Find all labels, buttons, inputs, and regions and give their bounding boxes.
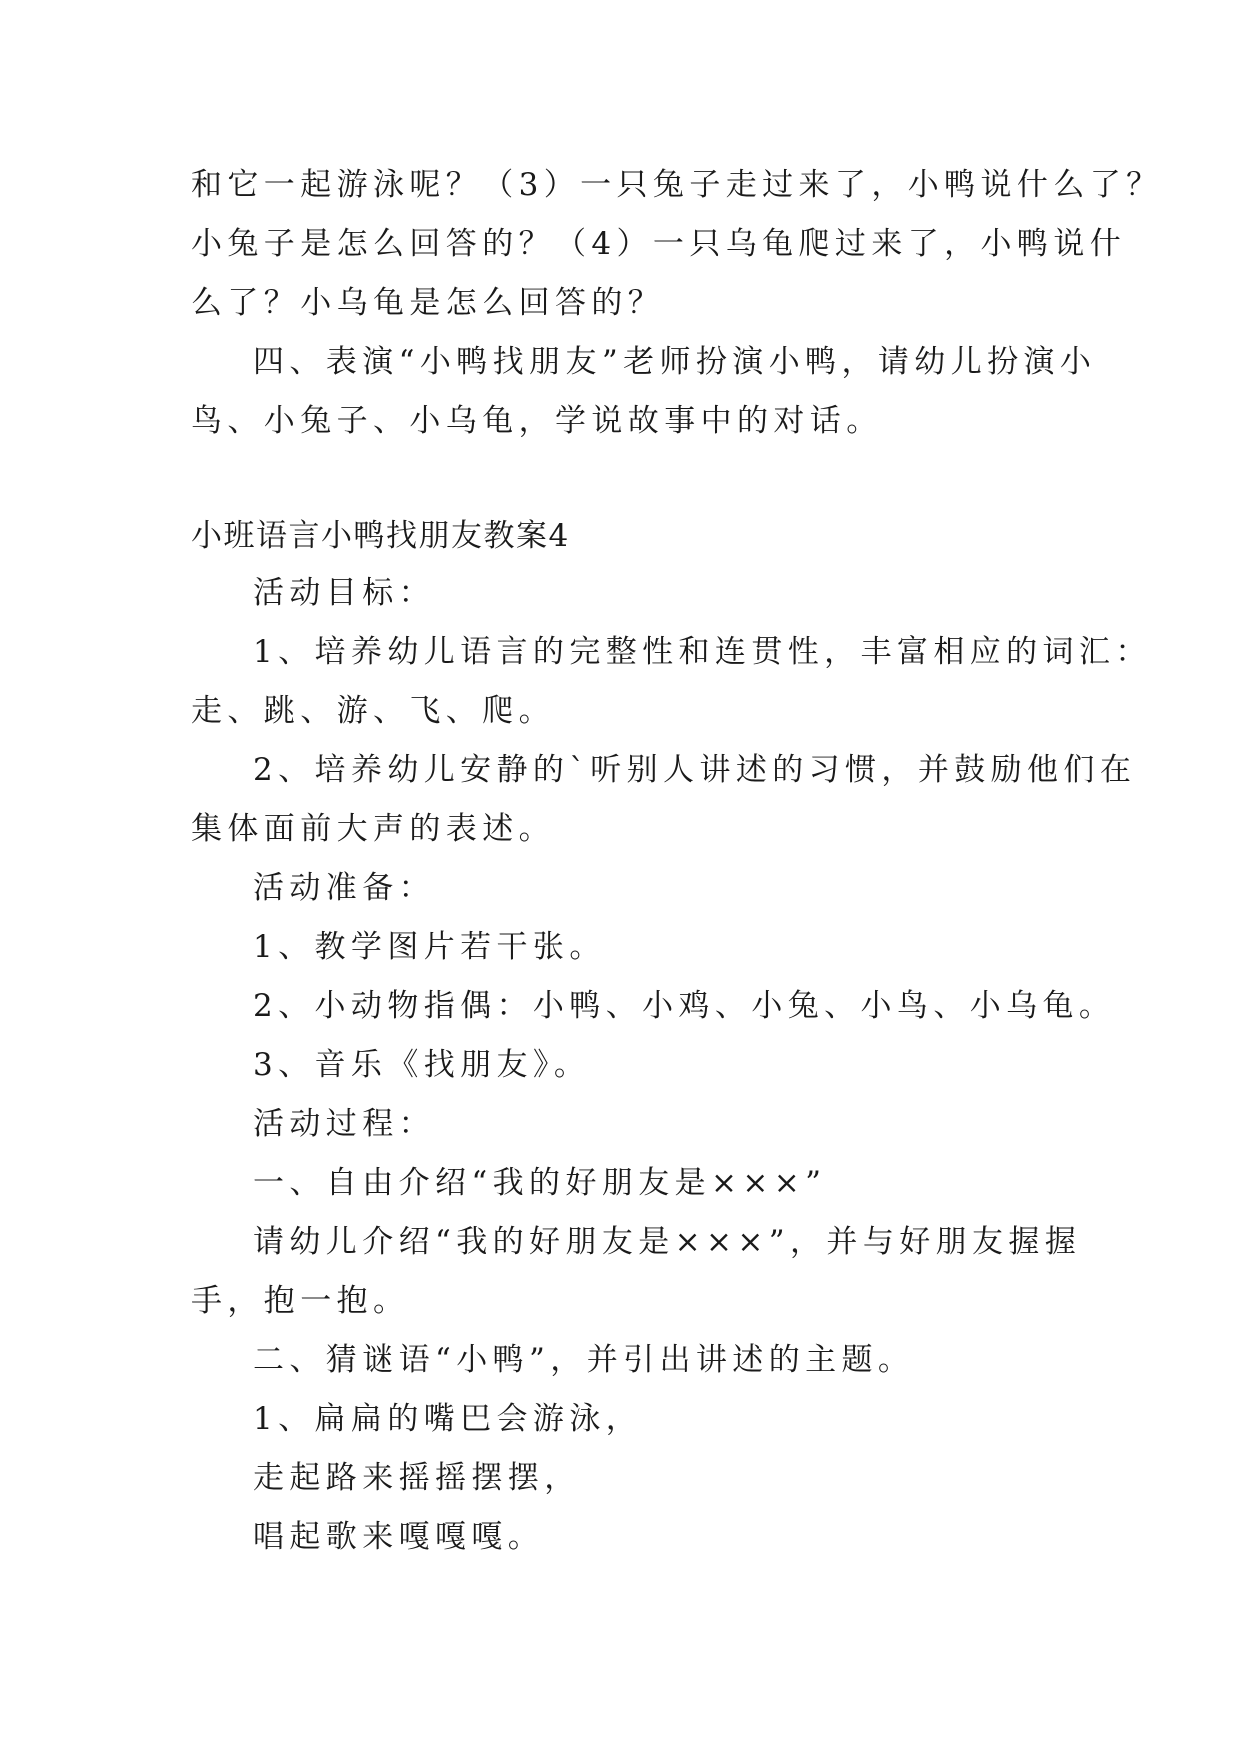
list-item: 2、小动物指偶：小鸭、小鸡、小兔、小鸟、小乌龟。 (253, 988, 1116, 1024)
text-line: 和它一起游泳呢？（3）一只兔子走过来了，小鸭说什么了？ (191, 167, 1163, 203)
paragraph-first-line: 四、表演“小鸭找朋友”老师扮演小鸭，请幼儿扮演小 (253, 344, 1097, 380)
paragraph-first-line: 1、培养幼儿语言的完整性和连贯性，丰富相应的词汇： (253, 634, 1152, 670)
subheading-process: 活动过程： (253, 1106, 435, 1142)
text-line: 手，抱一抱。 (191, 1283, 410, 1319)
text-line: 小兔子是怎么回答的？（4）一只乌龟爬过来了，小鸭说什 (191, 226, 1127, 262)
step-heading: 二、猜谜语“小鸭”，并引出讲述的主题。 (253, 1342, 915, 1378)
text-line: 鸟、小兔子、小乌龟，学说故事中的对话。 (191, 403, 883, 439)
subheading-goals: 活动目标： (253, 575, 435, 611)
text-line: 集体面前大声的表述。 (191, 811, 555, 847)
text-line: 走、跳、游、飞、爬。 (191, 693, 555, 729)
riddle-line: 1、扁扁的嘴巴会游泳， (253, 1401, 643, 1437)
subheading-preparation: 活动准备： (253, 870, 435, 906)
list-item: 3、音乐《找朋友》。 (253, 1047, 591, 1083)
paragraph-first-line: 请幼儿介绍“我的好朋友是×××”，并与好朋友握握 (253, 1224, 1082, 1260)
riddle-line: 唱起歌来嘎嘎嘎。 (253, 1519, 545, 1555)
riddle-line: 走起路来摇摇摆摆， (253, 1460, 581, 1496)
list-item: 1、教学图片若干张。 (253, 929, 606, 965)
paragraph-first-line: 2、培养幼儿安静的`听别人讲述的习惯，并鼓励他们在 (253, 752, 1137, 788)
text-line: 么了？小乌龟是怎么回答的？ (191, 285, 665, 321)
step-heading: 一、自由介绍“我的好朋友是×××” (253, 1165, 827, 1201)
section-heading: 小班语言小鸭找朋友教案4 (191, 518, 570, 554)
